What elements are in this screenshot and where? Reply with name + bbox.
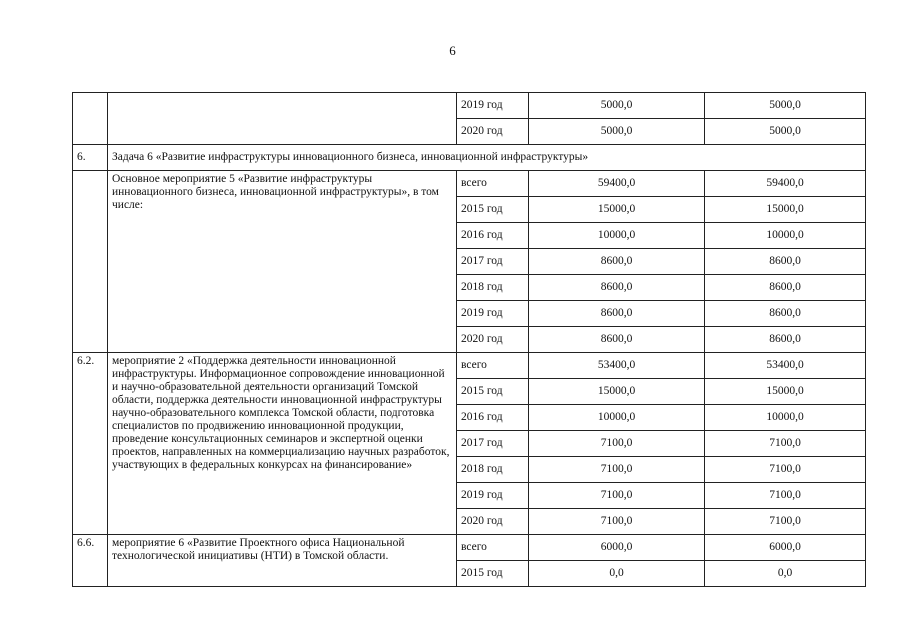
activity-number: 6.6. [73, 535, 108, 587]
page-number: 6 [449, 43, 456, 58]
value-cell: 10000,0 [529, 223, 705, 249]
year-cell: всего [457, 535, 529, 561]
value-cell: 53400,0 [529, 353, 705, 379]
value-cell: 5000,0 [705, 93, 866, 119]
value-cell: 15000,0 [529, 197, 705, 223]
year-cell: 2020 год [457, 509, 529, 535]
year-cell: 2019 год [457, 301, 529, 327]
year-cell: 2016 год [457, 405, 529, 431]
task-number: 6. [73, 145, 108, 171]
value-cell: 53400,0 [705, 353, 866, 379]
value-cell: 5000,0 [529, 93, 705, 119]
year-cell: 2019 год [457, 483, 529, 509]
table-row [73, 93, 866, 119]
value-cell: 5000,0 [529, 119, 705, 145]
year-cell: 2019 год [457, 93, 529, 119]
year-cell: 2018 год [457, 275, 529, 301]
year-cell: 2017 год [457, 249, 529, 275]
value-cell: 0,0 [705, 561, 866, 587]
value-cell: 7100,0 [529, 457, 705, 483]
value-cell: 10000,0 [705, 223, 866, 249]
task-row [73, 145, 866, 171]
activity-description: мероприятие 6 «Развитие Проектного офиса Национальной технологической инициативы (НТИ) в Томской области. [108, 535, 457, 587]
year-cell: 2015 год [457, 197, 529, 223]
task-title: Задача 6 «Развитие инфраструктуры инновационного бизнеса, инновационной инфраструктуры» [108, 145, 866, 171]
value-cell: 10000,0 [529, 405, 705, 431]
value-cell: 8600,0 [705, 301, 866, 327]
value-cell: 8600,0 [705, 249, 866, 275]
desc-cell [108, 93, 457, 145]
year-cell: всего [457, 171, 529, 197]
activity-description: Основное мероприятие 5 «Развитие инфраструктуры инновационного бизнеса, инновационной инфраструктуры», в том числе: [108, 171, 457, 353]
value-cell: 10000,0 [705, 405, 866, 431]
table-row [73, 353, 866, 379]
year-cell: 2015 год [457, 379, 529, 405]
value-cell: 8600,0 [529, 249, 705, 275]
value-cell: 7100,0 [705, 509, 866, 535]
value-cell: 15000,0 [705, 379, 866, 405]
year-cell: 2016 год [457, 223, 529, 249]
budget-table [72, 92, 866, 587]
table-row [73, 535, 866, 561]
year-cell: всего [457, 353, 529, 379]
value-cell: 7100,0 [705, 431, 866, 457]
value-cell: 6000,0 [705, 535, 866, 561]
value-cell: 7100,0 [529, 431, 705, 457]
value-cell: 8600,0 [529, 327, 705, 353]
value-cell: 59400,0 [529, 171, 705, 197]
activity-description: мероприятие 2 «Поддержка деятельности инновационной инфраструктуры. Информационное сопровождение инновационной и научно-образовательной деятельности организаций Томской области, поддержка деятельности инновационной инфраструктуры научно-образовательного комплекса Томской области, подготовка специалистов по продвижению инновационной продукции, проведение консультационных семинаров и экспертной оценки проектов, направленных на коммерциализацию научных разработок, участвующих в федеральных конкурсах на финансирование» [108, 353, 457, 535]
value-cell: 15000,0 [705, 197, 866, 223]
year-cell: 2017 год [457, 431, 529, 457]
value-cell: 8600,0 [705, 327, 866, 353]
value-cell: 8600,0 [529, 275, 705, 301]
value-cell: 7100,0 [529, 509, 705, 535]
year-cell: 2015 год [457, 561, 529, 587]
num-cell [73, 171, 108, 353]
value-cell: 8600,0 [705, 275, 866, 301]
value-cell: 0,0 [529, 561, 705, 587]
value-cell: 7100,0 [705, 483, 866, 509]
year-cell: 2020 год [457, 327, 529, 353]
value-cell: 15000,0 [529, 379, 705, 405]
value-cell: 5000,0 [705, 119, 866, 145]
value-cell: 7100,0 [529, 483, 705, 509]
year-cell: 2020 год [457, 119, 529, 145]
year-cell: 2018 год [457, 457, 529, 483]
value-cell: 59400,0 [705, 171, 866, 197]
value-cell: 6000,0 [529, 535, 705, 561]
num-cell [73, 93, 108, 145]
value-cell: 7100,0 [705, 457, 866, 483]
table-row [73, 171, 866, 197]
value-cell: 8600,0 [529, 301, 705, 327]
activity-number: 6.2. [73, 353, 108, 535]
